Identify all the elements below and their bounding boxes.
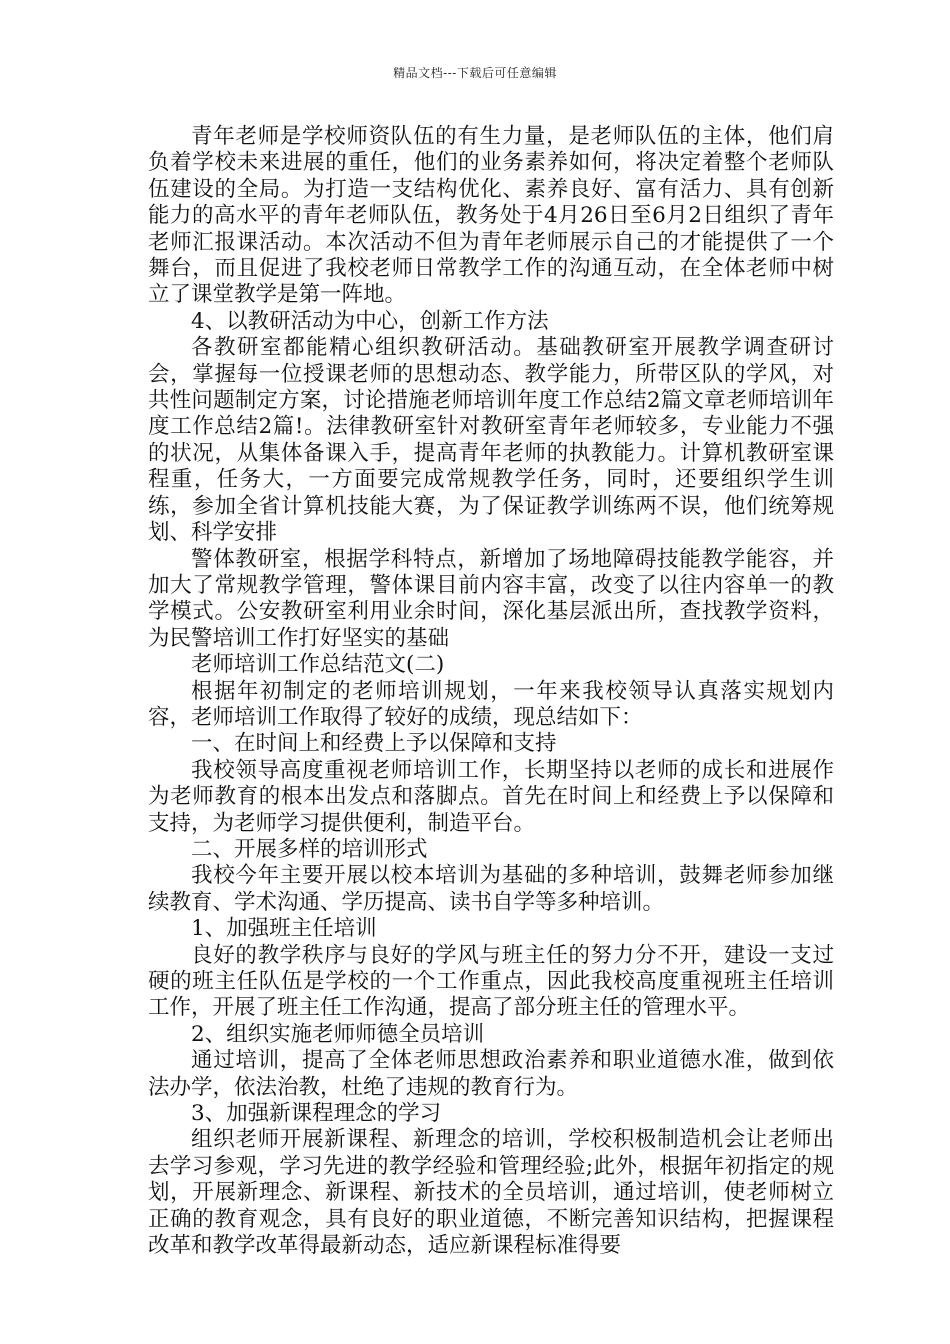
page-header: 精品文档---下载后可任意编辑 <box>393 66 557 80</box>
document-subtitle: 老师培训工作总结范文(二) <box>191 652 445 678</box>
section-heading: 二、开展多样的培训形式 <box>191 836 428 862</box>
paragraph: 各教研室都能精心组织教研活动。基础教研室开展教学调查研讨会，掌握每一位授课老师的思想动态、教学能力，所带区队的学风，对共性问题制定方案，讨论措施老师培训年度工作总结2篇文章老师培训年度工作总结2篇!。法律教研室针对教研室青年老师较多，专业能力不强的状况，从集体备课入手，提高青年老师的执教能力。计算机教研室课程重，任务大，一方面要完成常规教学任务，同时，还要组织学生训练，参加全省计算机技能大赛，为了保证教学训练两不误，他们统筹规划、科学安排 <box>148 335 834 546</box>
paragraph: 警体教研室，根据学科特点，新增加了场地障碍技能教学能容，并加大了常规教学管理，警体课目前内容丰富，改变了以往内容单一的教学模式。公安教研室利用业余时间，深化基层派出所，查找教学资料，为民警培训工作打好坚实的基础 <box>148 546 834 651</box>
paragraph: 我校今年主要开展以校本培训为基础的多种培训，鼓舞老师参加继续教育、学术沟通、学历提高、读书自学等多种培训。 <box>148 863 834 915</box>
section-heading: 4、以教研活动为中心，创新工作方法 <box>191 308 549 334</box>
section-heading: 1、加强班主任培训 <box>191 916 377 942</box>
paragraph: 通过培训，提高了全体老师思想政治素养和职业道德水准，做到依法办学，依法治教，杜绝了违规的教育行为。 <box>148 1048 834 1100</box>
paragraph: 我校领导高度重视老师培训工作，长期坚持以老师的成长和进展作为老师教育的根本出发点和落脚点。首先在时间上和经费上予以保障和支持，为老师学习提供便利，制造平台。 <box>148 757 834 836</box>
paragraph: 青年老师是学校师资队伍的有生力量，是老师队伍的主体，他们肩负着学校未来进展的重任，他们的业务素养如何，将决定着整个老师队伍建设的全局。为打造一支结构优化、素养良好、富有活力、具有创新能力的高水平的青年老师队伍，教务处于4月26日至6月2日组织了青年老师汇报课活动。本次活动不但为青年老师展示自己的才能提供了一个舞台，而且促进了我校老师日常教学工作的沟通互动，在全体老师中树立了课堂教学是第一阵地。 <box>148 124 834 308</box>
paragraph: 根据年初制定的老师培训规划，一年来我校领导认真落实规划内容，老师培训工作取得了较好的成绩，现总结如下： <box>148 678 834 730</box>
paragraph: 良好的教学秩序与良好的学风与班主任的努力分不开，建设一支过硬的班主任队伍是学校的一个工作重点，因此我校高度重视班主任培训工作，开展了班主任工作沟通，提高了部分班主任的管理水平。 <box>148 942 834 1021</box>
paragraph: 组织老师开展新课程、新理念的培训，学校积极制造机会让老师出去学习参观，学习先进的教学经验和管理经验;此外，根据年初指定的规划，开展新理念、新课程、新技术的全员培训，通过培训，使老师树立正确的教育观念，具有良好的职业道德，不断完善知识结构，把握课程改革和教学改革得最新动态，适应新课程标准得要 <box>148 1127 834 1259</box>
section-heading: 3、加强新课程理念的学习 <box>191 1101 442 1127</box>
document-body <box>148 124 834 1259</box>
section-heading: 2、组织实施老师师德全员培训 <box>191 1021 485 1047</box>
section-heading: 一、在时间上和经费上予以保障和支持 <box>191 731 557 757</box>
